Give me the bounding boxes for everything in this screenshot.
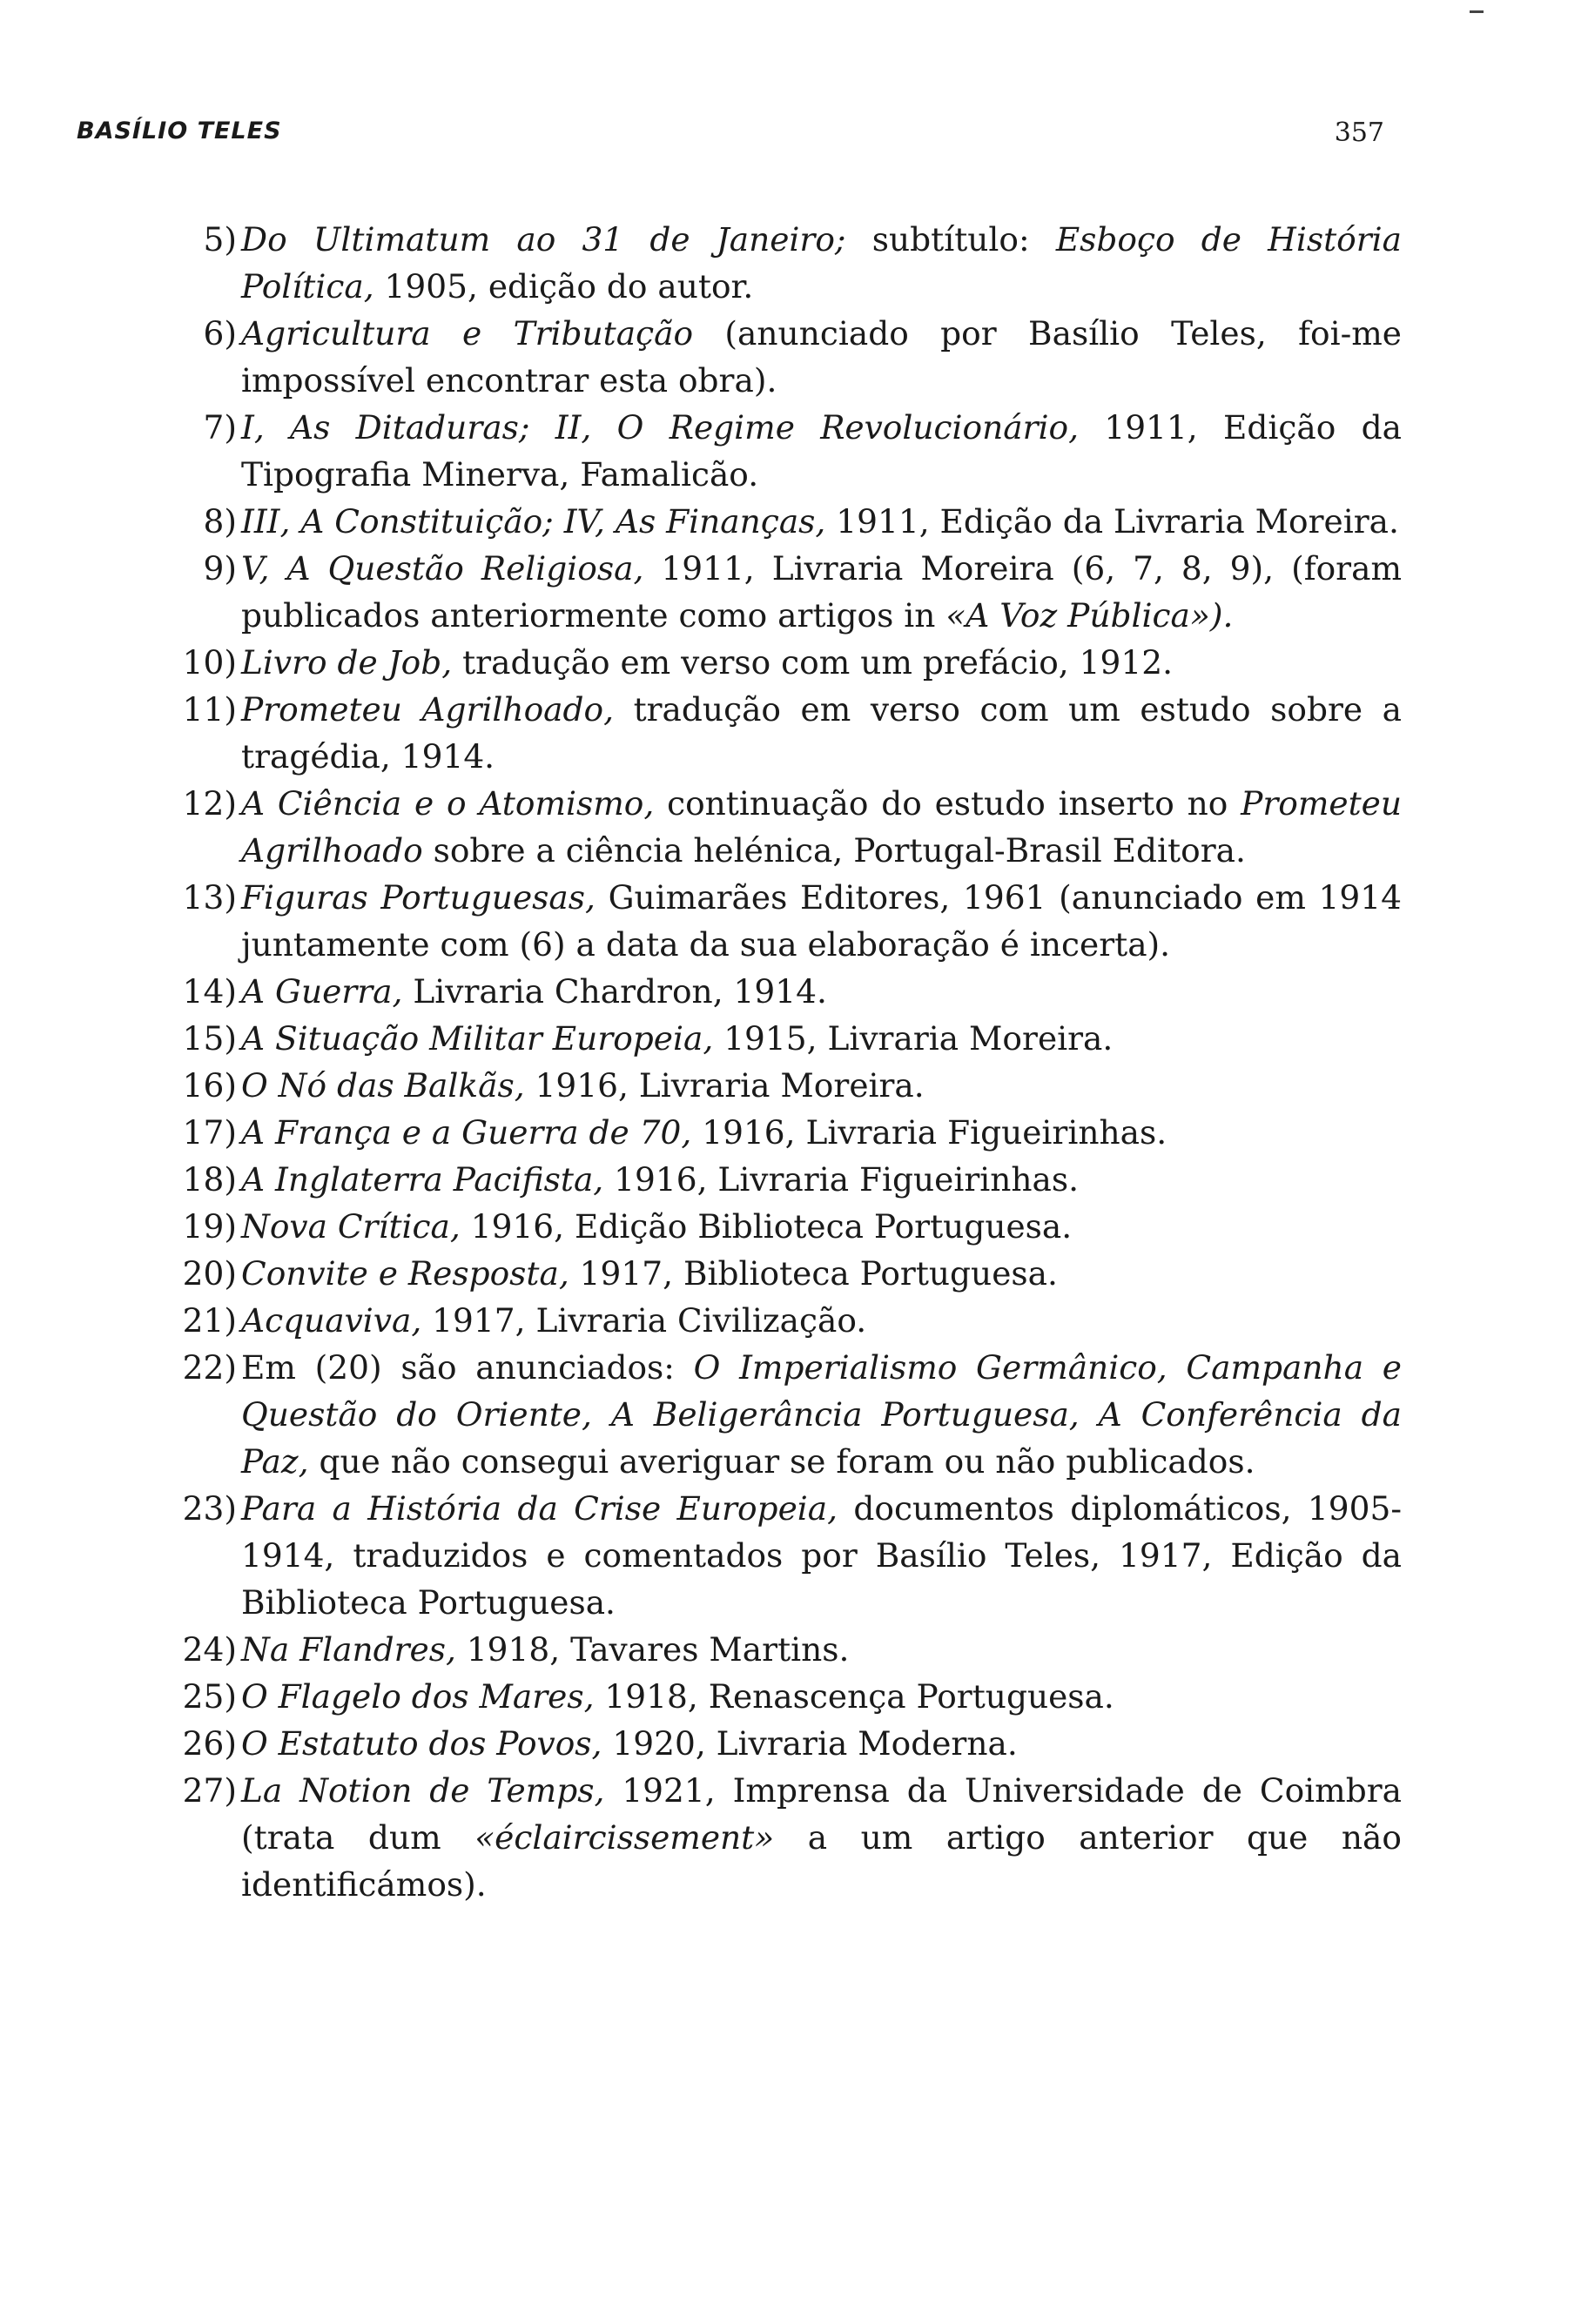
bibliography-entry [174,1015,1402,1062]
entry-title: Esboço de História Política, [241,220,1402,306]
entry-title: A França e a Guerra de 70, [241,1113,692,1152]
bibliography-entry [174,874,1402,968]
entry-number: 17) [182,1113,237,1152]
entry-number: 5) [203,220,237,259]
entry-number: 13) [182,878,237,917]
entry-detail: subtítulo: [845,220,1056,259]
bibliography-entry [174,1485,1402,1626]
entry-number: 24) [182,1630,237,1669]
entry-detail: Em (20) são anunciados: [241,1348,694,1387]
entry-number: 9) [203,549,237,588]
entry-number: 22) [182,1348,237,1387]
bibliography-list [174,216,1402,1908]
entry-text [241,498,1402,545]
entry-number: 14) [182,972,237,1011]
bibliography-entry [174,686,1402,780]
entry-number: 23) [182,1489,237,1528]
entry-title: Livro de Job, [241,643,453,682]
entry-number: 25) [182,1677,237,1716]
entry-title: Para a História da Crise Europeia, [241,1489,838,1528]
entry-text [241,874,1402,968]
entry-title: A Ciência e o Atomismo, [241,784,655,823]
entry-title: Convite e Resposta, [241,1254,569,1293]
entry-title: A Guerra, [241,972,403,1011]
entry-number: 7) [203,408,237,447]
entry-text [241,1344,1402,1485]
bibliography-entry [174,1626,1402,1673]
entry-title: Figuras Portuguesas, [241,878,596,917]
bibliography-entry [174,498,1402,545]
entry-number: 27) [182,1771,237,1810]
entry-title: V, A Questão Religiosa, [241,549,644,588]
entry-detail: continuação do estudo inserto no [654,784,1241,823]
entry-number: 12) [182,784,237,823]
entry-detail: Guimarães Editores, 1961 (anunciado em 1914 juntamente com (6) a data da sua elaboração é incerta). [241,878,1402,964]
bibliography-entry [174,216,1402,310]
entry-number: 21) [182,1301,237,1340]
entry-number: 26) [182,1724,237,1763]
entry-detail: 1916, Edição Biblioteca Portuguesa. [460,1207,1073,1246]
entry-title: Nova Crítica, [241,1207,461,1246]
bibliography-entry [174,404,1402,498]
entry-detail: 1917, Biblioteca Portuguesa. [569,1254,1058,1293]
entry-title: O Estatuto dos Povos, [241,1724,602,1763]
entry-text [241,1156,1402,1203]
entry-number: 6) [203,314,237,353]
entry-text [241,216,1402,310]
entry-text [241,1062,1402,1109]
entry-number: 15) [182,1019,237,1058]
page-header [77,118,1384,152]
page-number: 357 [1334,118,1384,148]
entry-number: 11) [182,690,237,729]
entry-title: Prometeu Agrilhoado, [241,690,615,729]
entry-detail: a um artigo anterior que não identificámos). [241,1818,1402,1904]
entry-detail: 1905, edição do autor. [373,267,754,306]
entry-detail: 1916, Livraria Figueirinhas. [603,1160,1080,1199]
entry-title: Acquaviva, [241,1301,422,1340]
entry-title: I, As Ditaduras; II, O Regime Revolucionário, [241,408,1080,447]
entry-text [241,1015,1402,1062]
entry-text [241,968,1402,1015]
entry-detail: (anunciado por Basílio Teles, foi-me impossível encontrar esta obra). [241,314,1402,400]
entry-title: Agricultura e Tributação [241,314,694,353]
entry-text [241,1203,1402,1250]
bibliography-entry [174,1156,1402,1203]
entry-detail: 1918, Renascença Portuguesa. [594,1677,1114,1716]
entry-detail: tradução em verso com um prefácio, 1912. [452,643,1173,682]
entry-number: 16) [182,1066,237,1105]
entry-title: Prometeu Agrilhoado [241,784,1402,870]
entry-title: O Flagelo dos Mares, [241,1677,595,1716]
entry-title: III, A Constituição; IV, As Finanças, [241,502,826,541]
entry-detail: sobre a ciência helénica, Portugal-Brasil Editora. [422,831,1246,870]
bibliography-entry [174,1767,1402,1908]
bibliography-entry [174,1673,1402,1720]
entry-detail: 1917, Livraria Civilização. [421,1301,867,1340]
entry-text [241,686,1402,780]
bibliography-entry [174,310,1402,404]
entry-detail: 1921, Imprensa da Universidade de Coimbra (trata dum [241,1771,1402,1857]
entry-number: 18) [182,1160,237,1199]
entry-number: 10) [182,643,237,682]
entry-title: A Inglaterra Pacifista, [241,1160,604,1199]
entry-title: La Notion de Temps, [241,1771,605,1810]
entry-text [241,404,1402,498]
bibliography-entry [174,968,1402,1015]
entry-title: A Situação Militar Europeia, [241,1019,714,1058]
entry-title: O Imperialismo Germânico, Campanha e Questão do Oriente, A Beligerância Portuguesa, A Conferência da Paz, [241,1348,1402,1481]
entry-title: Do Ultimatum ao 31 de Janeiro; [241,220,846,259]
entry-text [241,1673,1402,1720]
entry-text [241,1109,1402,1156]
entry-text [241,310,1402,404]
entry-detail: Livraria Chardron, 1914. [402,972,827,1011]
entry-detail: 1918, Tavares Martins. [455,1630,850,1669]
entry-detail: 1911, Livraria Moreira (6, 7, 8, 9), (foram publicados anteriormente como artigos in [241,549,1403,635]
entry-detail: 1911, Edição da Tipografia Minerva, Famalicão. [241,408,1402,494]
entry-number: 20) [182,1254,237,1293]
entry-detail: 1920, Livraria Moderna. [602,1724,1018,1763]
entry-text [241,1485,1402,1626]
entry-text [241,1626,1402,1673]
entry-title: «A Voz Pública»). [945,596,1234,635]
entry-text [241,780,1402,874]
bibliography-entry [174,780,1402,874]
bibliography-entry [174,545,1402,639]
entry-text [241,1767,1402,1908]
bibliography-entry [174,1720,1402,1767]
bibliography-entry [174,1297,1402,1344]
entry-text [241,1250,1402,1297]
entry-detail: 1916, Livraria Moreira. [524,1066,925,1105]
bibliography-entry [174,1250,1402,1297]
entry-detail: 1916, Livraria Figueirinhas. [691,1113,1167,1152]
bibliography-entry [174,1203,1402,1250]
entry-title: Na Flandres, [241,1630,456,1669]
entry-detail: 1915, Livraria Moreira. [713,1019,1114,1058]
bibliography-entry [174,1344,1402,1485]
entry-text [241,1297,1402,1344]
entry-detail: tradução em verso com um estudo sobre a tragédia, 1914. [241,690,1402,776]
running-head: BASÍLIO TELES [77,118,282,144]
bibliography-entry [174,639,1402,686]
entry-number: 19) [182,1207,237,1246]
entry-title: «éclaircissement» [474,1818,775,1857]
entry-text [241,1720,1402,1767]
entry-detail: que não consegui averiguar se foram ou não publicados. [308,1442,1255,1481]
entry-detail: documentos diplomáticos, 1905-1914, traduzidos e comentados por Basílio Teles, 1917, Edição da Biblioteca Portuguesa. [241,1489,1402,1622]
entry-title: O Nó das Balkãs, [241,1066,525,1105]
entry-detail: 1911, Edição da Livraria Moreira. [825,502,1399,541]
entry-text [241,545,1402,639]
entry-number: 8) [203,502,237,541]
scan-speck [1470,10,1484,13]
entry-text [241,639,1402,686]
bibliography-entry [174,1109,1402,1156]
bibliography-entry [174,1062,1402,1109]
